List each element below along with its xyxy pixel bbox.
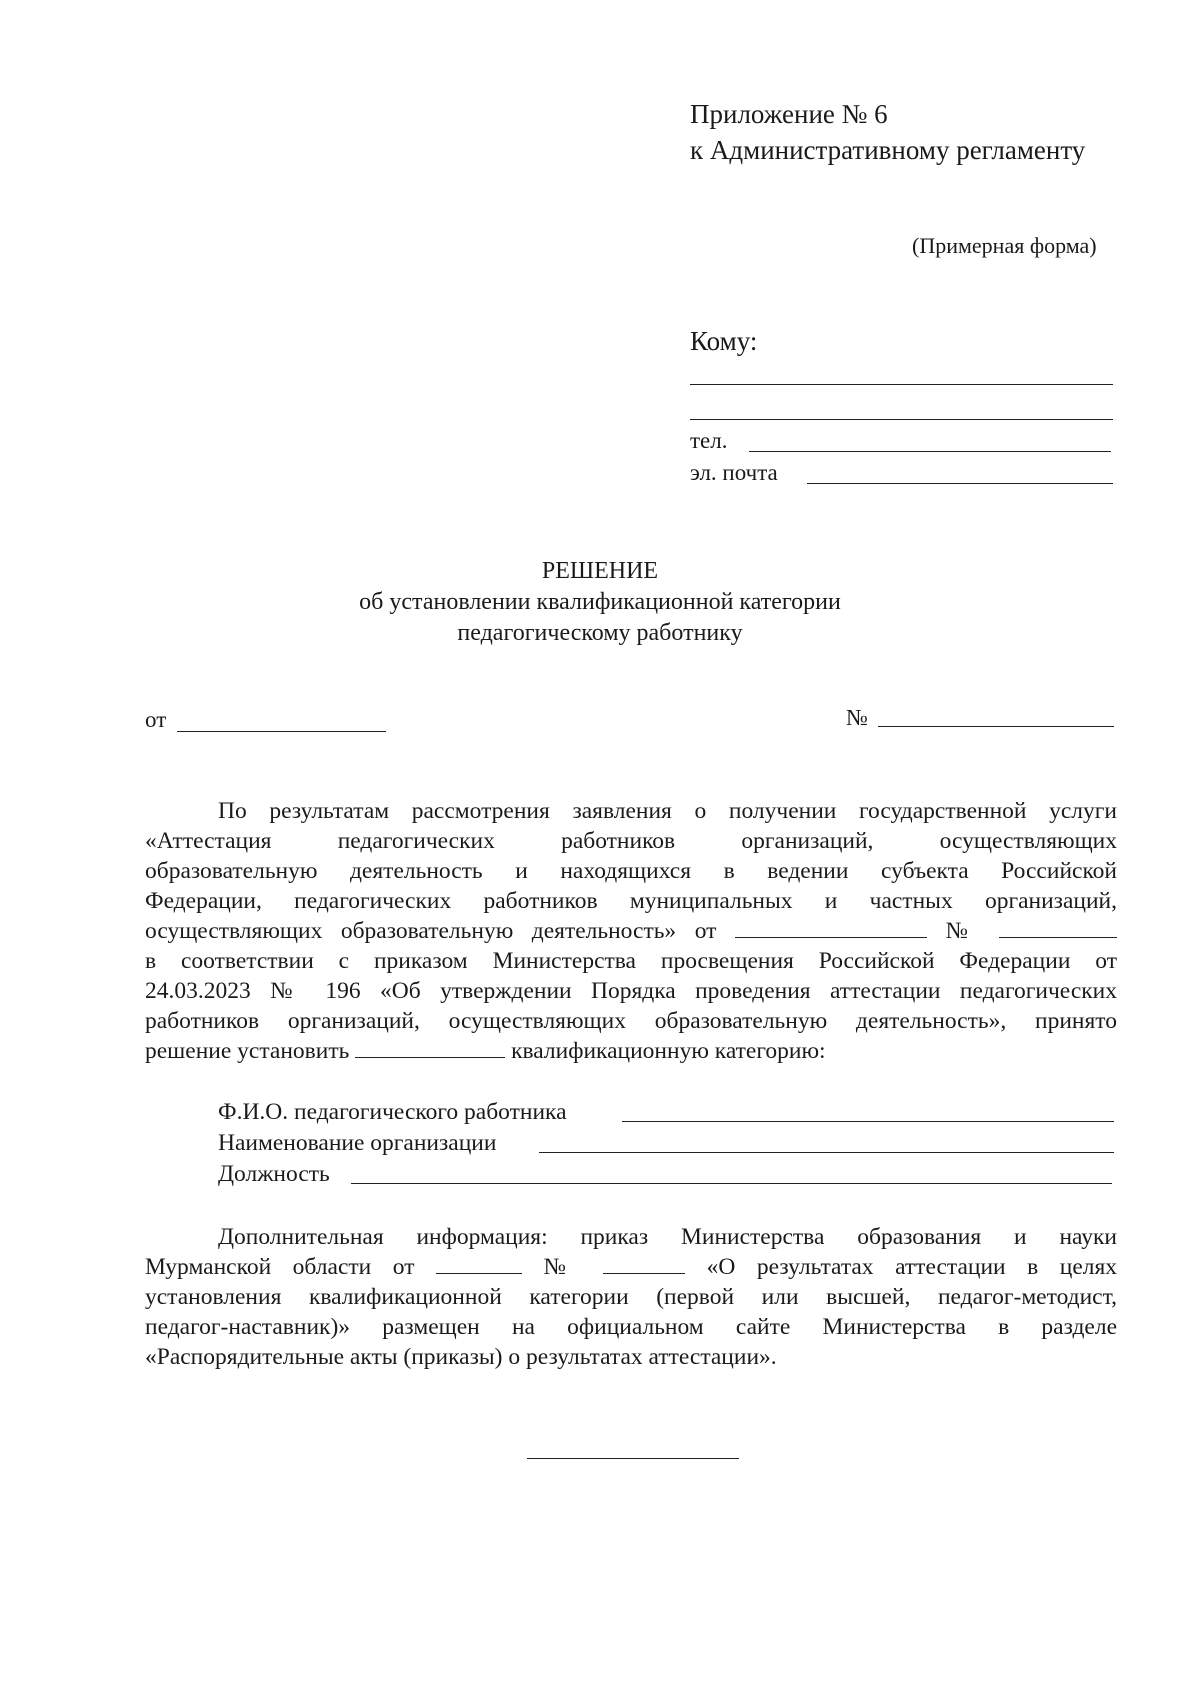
number-sign: №	[945, 918, 981, 944]
paragraph-line: педагог-наставник)» размещен на официальном сайте Министерства в разделе	[145, 1314, 1117, 1340]
title-line-3: педагогическому работнику	[457, 620, 743, 646]
email-blank-line[interactable]	[807, 483, 1113, 484]
end-of-document-line	[527, 1458, 739, 1459]
paragraph-line: «Аттестация педагогических работников организаций, осуществляющих	[145, 828, 1117, 854]
paragraph-line: По результатам рассмотрения заявления о получении государственной услуги	[218, 798, 1117, 824]
main-paragraph	[145, 796, 1117, 1066]
paragraph-line: работников организаций, осуществляющих образовательную деятельность», принято	[145, 1008, 1117, 1034]
fio-field-row	[218, 1097, 567, 1127]
organization-blank-line[interactable]	[539, 1152, 1114, 1153]
paragraph-text: решение установить	[145, 1038, 350, 1064]
appendix-line-2: к Административному регламенту	[690, 135, 1086, 165]
paragraph-text: «О результатах аттестации в целях	[706, 1254, 1118, 1280]
paragraph-text: осуществляющих образовательную деятельность» от	[145, 918, 717, 944]
paragraph-line: образовательную деятельность и находящихся в ведении субъекта Российской	[145, 858, 1117, 884]
recipient-blank-line-2[interactable]	[690, 419, 1113, 420]
appendix-line-1: Приложение № 6	[690, 99, 888, 129]
organization-label: Наименование организации	[218, 1130, 497, 1156]
paragraph-line-with-blanks	[145, 1252, 1117, 1282]
fio-blank-line[interactable]	[622, 1121, 1114, 1122]
paragraph-line-with-blank	[145, 1036, 1117, 1066]
phone-blank-line[interactable]	[749, 451, 1111, 452]
order-number-blank[interactable]	[603, 1255, 685, 1274]
paragraph-line: Федерации, педагогических работников муниципальных и частных организаций,	[145, 888, 1117, 914]
organization-field-row	[218, 1128, 496, 1158]
appendix-header	[690, 96, 1085, 168]
category-blank[interactable]	[355, 1039, 505, 1058]
application-number-blank[interactable]	[999, 919, 1117, 938]
date-blank-line[interactable]	[177, 731, 386, 732]
application-date-blank[interactable]	[735, 919, 927, 938]
paragraph-text: Мурманской области от	[145, 1254, 415, 1280]
recipient-label: Кому:	[690, 326, 758, 356]
paragraph-line: установления квалификационной категории (первой или высшей, педагог-методист,	[145, 1284, 1117, 1310]
position-blank-line[interactable]	[351, 1183, 1112, 1184]
paragraph-line: 24.03.2023 № 196 «Об утверждении Порядка проведения аттестации педагогических	[145, 978, 1117, 1004]
position-label: Должность	[218, 1161, 330, 1187]
additional-info-paragraph	[145, 1222, 1117, 1372]
number-sign: №	[543, 1254, 582, 1280]
number-blank-line[interactable]	[878, 726, 1114, 727]
paragraph-line: Дополнительная информация: приказ Министерства образования и науки	[218, 1224, 1117, 1250]
paragraph-line: в соответствии с приказом Министерства просвещения Российской Федерации от	[145, 948, 1117, 974]
paragraph-text: квалификационную категорию:	[511, 1038, 826, 1064]
position-field-row	[218, 1159, 330, 1189]
form-type-note: (Примерная форма)	[912, 233, 1097, 258]
number-label: №	[846, 705, 868, 730]
fio-label: Ф.И.О. педагогического работника	[218, 1099, 567, 1125]
document-title	[0, 556, 1200, 649]
title-line-1: РЕШЕНИЕ	[541, 558, 659, 584]
paragraph-line-with-blanks	[145, 916, 1117, 946]
phone-label: тел.	[690, 428, 728, 453]
title-line-2: об установлении квалификационной категории	[359, 589, 841, 615]
order-date-blank[interactable]	[436, 1255, 522, 1274]
date-label: от	[145, 707, 167, 732]
email-label: эл. почта	[690, 460, 778, 485]
paragraph-line: «Распорядительные акты (приказы) о результатах аттестации».	[145, 1344, 777, 1370]
recipient-blank-line-1[interactable]	[690, 384, 1113, 385]
